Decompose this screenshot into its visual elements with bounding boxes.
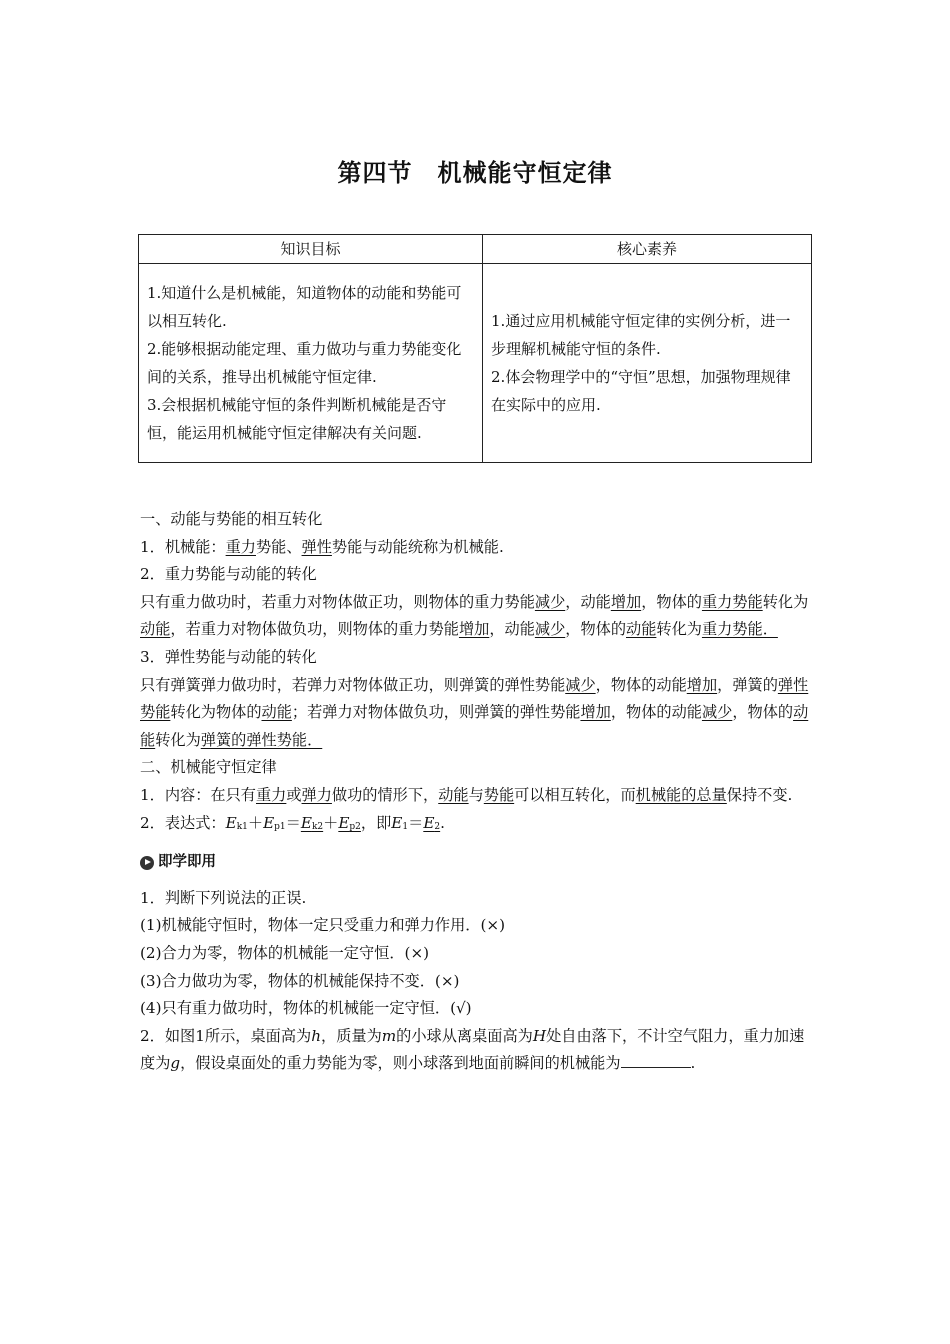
fill-answer: 弹性势能	[140, 675, 809, 722]
subheading: 2．重力势能与动能的转化	[140, 565, 317, 584]
fill-answer: 动能	[261, 703, 292, 722]
fill-answer: 增加	[458, 620, 490, 639]
judgment-item: (2)合力为零，物体的机械能一定守恒．(×)	[140, 943, 430, 962]
fill-answer: E2	[423, 813, 441, 832]
fill-answer: 增加	[686, 675, 718, 694]
goal-item: 1.知道什么是机械能，知道物体的动能和势能可以相互转化.	[147, 284, 462, 330]
paragraph: 1．机械能：重力势能、弹性势能与动能统称为机械能.	[140, 537, 504, 556]
header-knowledge-goals: 知识目标	[139, 235, 483, 264]
goal-item: 3.会根据机械能守恒的条件判断机械能是否守恒，能运用机械能守恒定律解决有关问题.	[147, 396, 447, 442]
literacy-item: 2.体会物理学中的“守恒”思想，加强物理规律在实际中的应用.	[491, 368, 791, 414]
fill-answer: 弹性	[301, 537, 332, 556]
fill-answer: 机械能的总量	[635, 785, 727, 804]
section-heading: 一、动能与势能的相互转化	[140, 510, 323, 528]
question: 1．判断下列说法的正误.	[140, 888, 307, 907]
goals-table	[138, 234, 812, 463]
fill-answer: 减少	[565, 675, 596, 694]
judgment-item: (3)合力做功为零，物体的机械能保持不变．(×)	[140, 971, 460, 990]
fill-answer: 动能	[626, 620, 657, 639]
header-core-literacy: 核心素养	[483, 235, 812, 264]
page-title: 第四节 机械能守恒定律	[337, 159, 613, 187]
section-heading: 二、机械能守恒定律	[140, 758, 277, 777]
fill-answer: 势能	[483, 785, 515, 804]
fill-answer: 弹簧的弹性势能．	[200, 730, 323, 749]
fill-answer: 重力	[255, 785, 287, 804]
literacy-item: 1.通过应用机械能守恒定律的实例分析，进一步理解机械能守恒的条件.	[491, 312, 791, 358]
paragraph: 只有弹簧弹力做功时，若弹力对物体做正功，则弹簧的弹性势能减少，物体的动能增加，弹簧的弹性势能转化为物体的动能；若弹力对物体做负功，则弹簧的弹性势能增加，物体的动能减少，物体的动能转化为弹簧的弹性势能．	[140, 675, 809, 749]
knowledge-goals-cell	[139, 264, 483, 463]
fill-answer: Ek2	[300, 813, 324, 832]
fill-answer: 弹力	[301, 785, 332, 804]
core-literacy-cell	[483, 264, 812, 463]
fill-answer: 重力	[225, 537, 256, 556]
formula-paragraph: 2．表达式：Ek1＋Ep1＝Ek2＋Ep2，即E1＝E2.	[140, 813, 445, 832]
fill-answer: 增加	[580, 703, 611, 722]
fill-answer: 重力势能	[701, 592, 763, 611]
subheading: 3．弹性势能与动能的转化	[140, 647, 317, 666]
practice-heading: 即学即用	[140, 849, 812, 877]
fill-answer: 重力势能．	[701, 620, 778, 639]
fill-answer: 减少	[534, 620, 566, 639]
fill-answer: 增加	[610, 592, 642, 611]
fill-answer: Ep2	[338, 813, 361, 832]
judgment-item: (1)机械能守恒时，物体一定只受重力和弹力作用．(×)	[140, 916, 506, 935]
judgment-item: (4)只有重力做功时，物体的机械能一定守恒．(√)	[140, 999, 472, 1018]
fill-answer: 减少	[701, 703, 733, 722]
main-content	[140, 506, 812, 1078]
answer-blank[interactable]	[621, 1053, 691, 1068]
fill-answer: 动能	[438, 785, 469, 804]
question: 2．如图1所示，桌面高为h，质量为m的小球从离桌面高为H处自由落下，不计空气阻力，重力加速度为g，假设桌面处的重力势能为零，则小球落到地面前瞬间的机械能为 .	[140, 1026, 805, 1073]
fill-answer: 动能	[140, 703, 809, 749]
paragraph: 只有重力做功时，若重力对物体做正功，则物体的重力势能减少，动能增加，物体的重力势能转化为动能，若重力对物体做负功，则物体的重力势能增加，动能减少，物体的动能转化为重力势能．	[140, 592, 809, 639]
paragraph: 1．内容：在只有重力或弹力做功的情形下，动能与势能可以相互转化，而机械能的总量保持不变.	[140, 785, 793, 804]
fill-answer: 动能	[140, 620, 171, 639]
play-icon	[140, 856, 154, 870]
goal-item: 2.能够根据动能定理、重力做功与重力势能变化间的关系，推导出机械能守恒定律.	[147, 340, 462, 386]
fill-answer: 减少	[534, 592, 566, 611]
